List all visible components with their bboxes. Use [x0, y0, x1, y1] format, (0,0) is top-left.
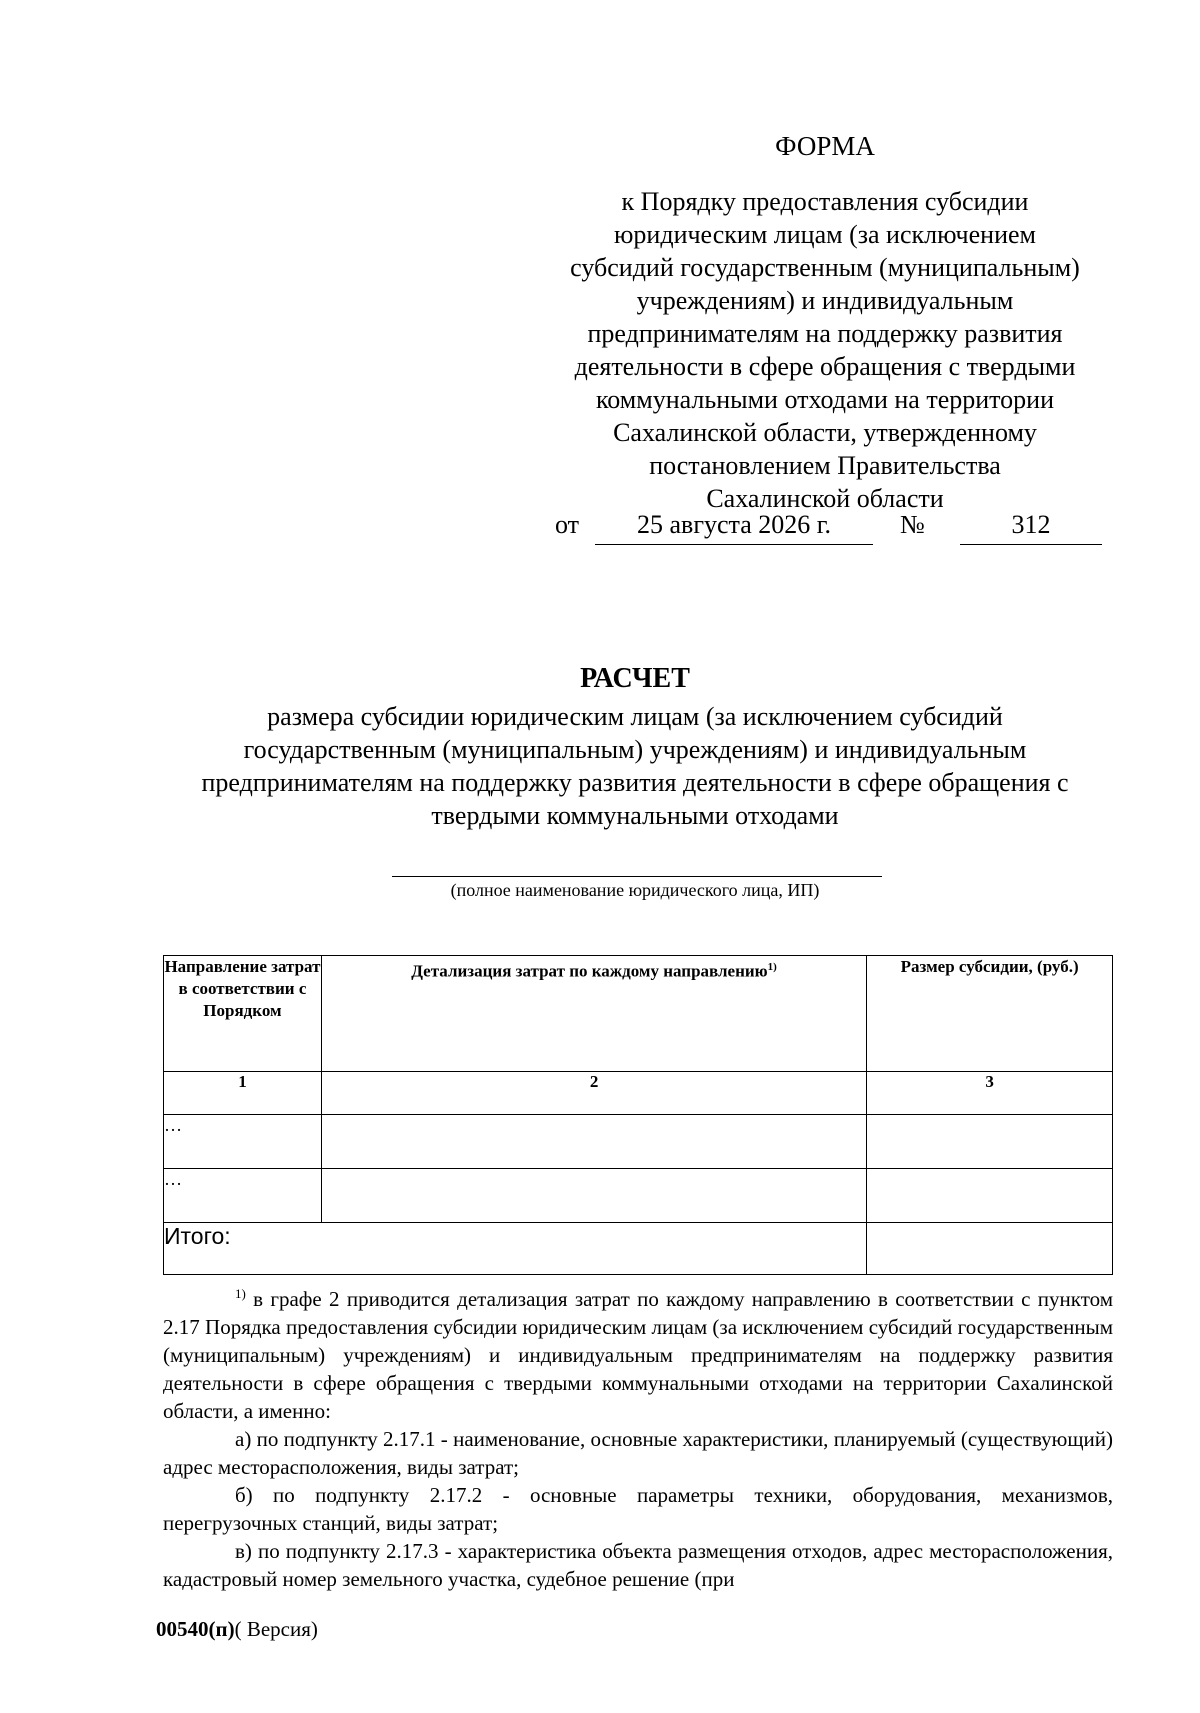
- org-name-line: [392, 876, 882, 877]
- form-title: ФОРМА: [775, 131, 875, 161]
- form-line: юридическим лицам (за исключением: [614, 220, 1036, 249]
- form-line: коммунальными отходами на территории: [595, 385, 1055, 414]
- column-number-row: [164, 1072, 1113, 1115]
- calculation-table: [163, 955, 1113, 1275]
- form-line: субсидий государственным (муниципальным): [570, 253, 1080, 282]
- column-number: 1: [164, 1072, 322, 1115]
- column-number: 2: [321, 1072, 866, 1115]
- header-detail: [321, 956, 866, 1072]
- calculation-subtitle: [150, 700, 1120, 832]
- subtitle-line: твердыми коммунальными отходами: [431, 801, 839, 830]
- total-label: Итого:: [164, 1223, 867, 1275]
- table-cell: [867, 1115, 1113, 1169]
- subtitle-line: предпринимателям на поддержку развития деятельности в сфере обращения с: [201, 768, 1069, 797]
- table-row: [164, 1169, 1113, 1223]
- subtitle-line: государственным (муниципальным) учреждениям) и индивидуальным: [243, 735, 1027, 764]
- footnote-item: б) по подпункту 2.17.2 - основные параметры техники, оборудования, механизмов, перегрузочных станций, виды затрат;: [163, 1483, 1113, 1535]
- table-cell: …: [164, 1115, 322, 1169]
- table-cell: [321, 1169, 866, 1223]
- header-detail-label: Детализация затрат по каждому направлению: [411, 961, 768, 981]
- footnote-item: в) по подпункту 2.17.3 - характеристика объекта размещения отходов, адрес месторасположения, кадастровый номер земельного участка, судебное решение (при: [163, 1539, 1113, 1591]
- header-amount: Размер субсидии, (руб.): [867, 956, 1113, 1072]
- version-label: ( Версия): [234, 1617, 318, 1641]
- table-header-row: [164, 956, 1113, 1072]
- form-line: деятельности в сфере обращения с твердыми: [574, 352, 1076, 381]
- table-cell: [321, 1115, 866, 1169]
- form-line: Сахалинской области: [706, 484, 944, 513]
- calculation-title: РАСЧЕТ: [580, 663, 690, 694]
- form-header: [530, 130, 1120, 515]
- header-direction: Направление затрат в соответствии с Порядком: [164, 956, 322, 1072]
- form-line: учреждениям) и индивидуальным: [636, 286, 1014, 315]
- footnote-text: в графе 2 приводится детализация затрат по каждому направлению в соответствии с пунктом 2.17 Порядка предоставления субсидии юридическим лицам (за исключением субсидий государственным (муниципальным) учреждениям) и индивидуальным предпринимателям на поддержку развития деятельности в сфере обращения с твердыми коммунальными отходами на территории Сахалинской области, а именно:: [163, 1287, 1113, 1423]
- footnote-item: а) по подпункту 2.17.1 - наименование, основные характеристики, планируемый (существующий) адрес месторасположения, виды затрат;: [163, 1427, 1113, 1479]
- footnote-intro: [163, 1285, 1113, 1425]
- document-version: [156, 1617, 318, 1642]
- form-line: предпринимателям на поддержку развития: [587, 319, 1063, 348]
- form-number: 312: [960, 510, 1102, 545]
- table-row: [164, 1115, 1113, 1169]
- form-line: постановлением Правительства: [649, 451, 1001, 480]
- header-footnote-mark: 1): [767, 961, 777, 973]
- org-name-caption: (полное наименование юридического лица, ИП): [450, 880, 820, 900]
- table-cell: [867, 1169, 1113, 1223]
- footnote-mark: 1): [235, 1286, 246, 1301]
- subtitle-line: размера субсидии юридическим лицам (за исключением субсидий: [267, 702, 1003, 731]
- form-line: Сахалинской области, утвержденному: [613, 418, 1037, 447]
- footnote: [163, 1285, 1113, 1593]
- total-row: [164, 1223, 1113, 1275]
- from-label: от: [555, 510, 580, 539]
- number-label: №: [900, 510, 925, 539]
- form-date: 25 августа 2026 г.: [595, 510, 873, 545]
- table-cell: …: [164, 1169, 322, 1223]
- form-line: к Порядку предоставления субсидии: [621, 187, 1029, 216]
- form-date-row: [555, 510, 1115, 546]
- total-value: [867, 1223, 1113, 1275]
- document-code: 00540(п): [156, 1617, 235, 1641]
- column-number: 3: [867, 1072, 1113, 1115]
